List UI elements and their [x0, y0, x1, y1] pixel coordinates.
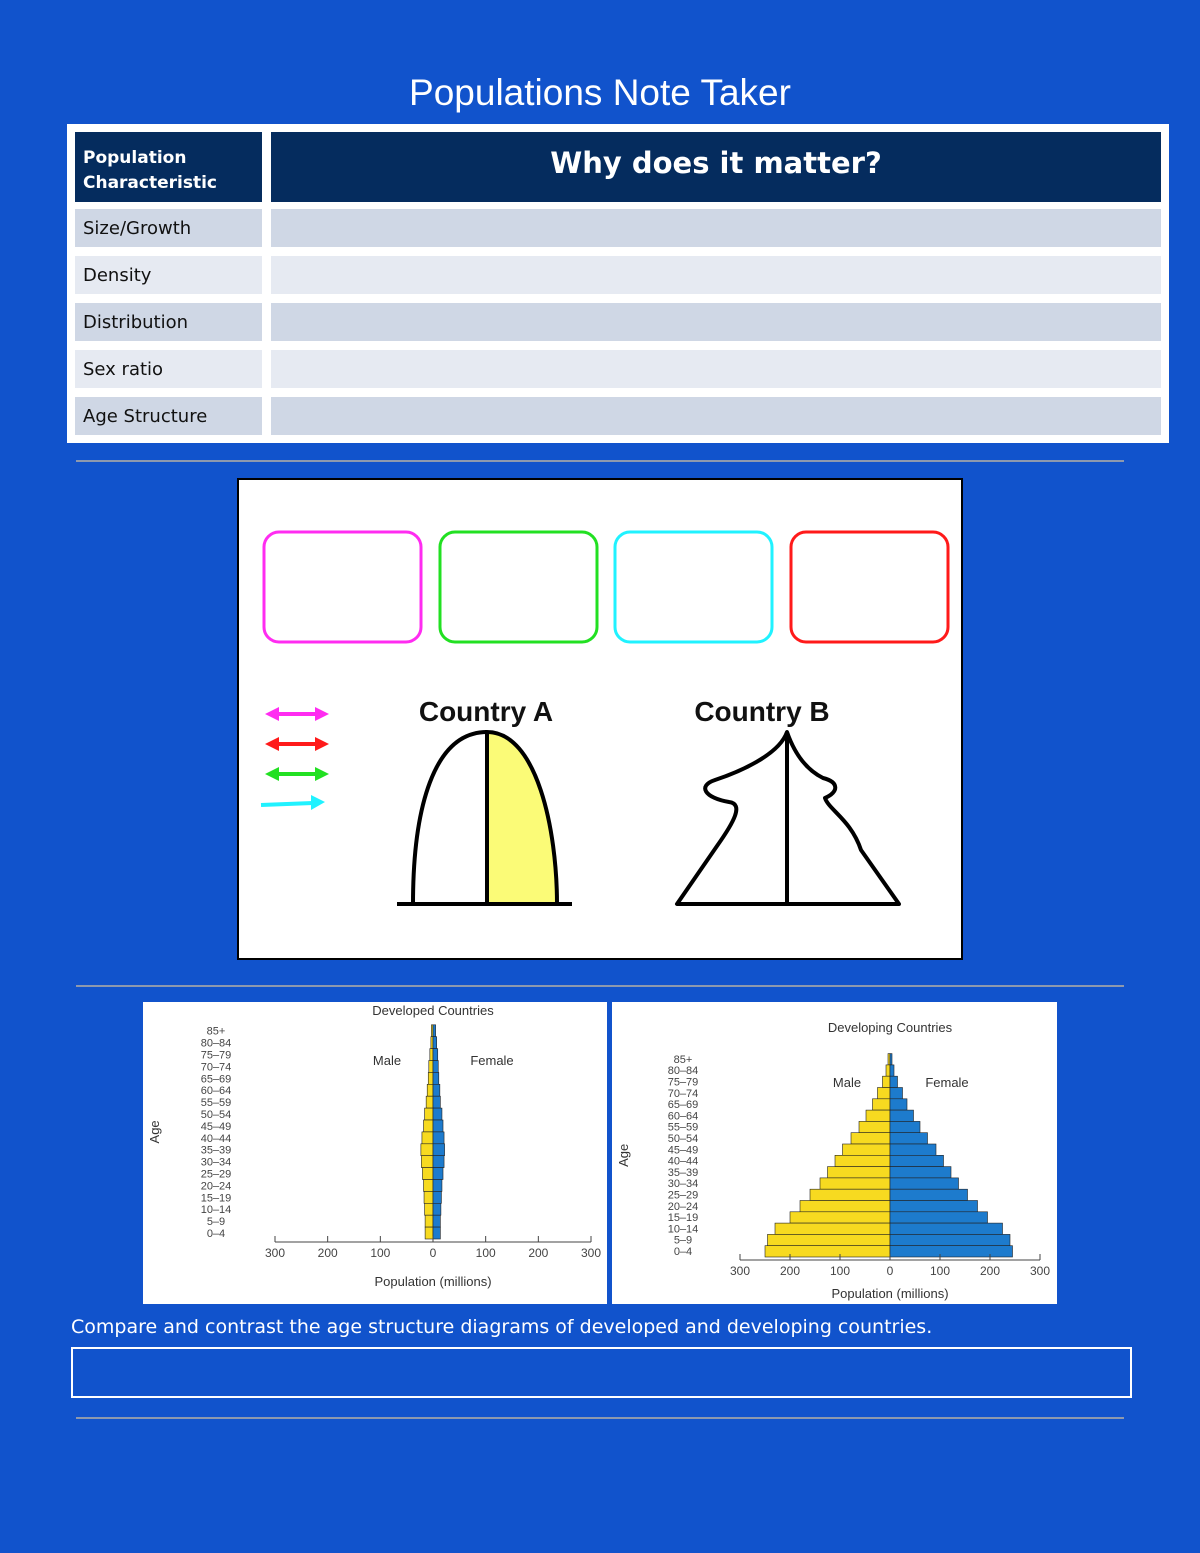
age-tick-label: 45–49 [667, 1144, 699, 1157]
male-bar [775, 1223, 890, 1234]
male-bar [851, 1133, 890, 1144]
age-tick-label: 25–29 [667, 1189, 699, 1202]
age-tick-label: 35–39 [200, 1144, 232, 1157]
age-tick-label: 85+ [673, 1053, 693, 1066]
x-tick-label: 100 [829, 1264, 851, 1278]
country-shape-diagram [237, 478, 963, 960]
age-tick-label: 50–54 [667, 1133, 699, 1145]
female-label: Female [470, 1053, 514, 1068]
characteristics-table [67, 124, 1169, 443]
female-bar [433, 1084, 440, 1096]
age-tick-label: 85+ [206, 1025, 226, 1038]
developed-pyramid-chart [143, 1002, 607, 1304]
page-title: Populations Note Taker [409, 72, 791, 113]
female-bar [433, 1061, 438, 1073]
compare-answer-field[interactable] [71, 1347, 1132, 1398]
female-bar [890, 1178, 959, 1189]
x-tick-label: 300 [1029, 1264, 1051, 1278]
male-bar [878, 1088, 891, 1099]
female-bar [890, 1076, 898, 1087]
male-bar [828, 1167, 891, 1178]
developing-pyramid-panel [612, 1002, 1057, 1304]
female-bar [433, 1144, 445, 1156]
female-bar [890, 1234, 1010, 1245]
male-bar [424, 1120, 433, 1132]
x-tick-label: 100 [475, 1246, 496, 1260]
y-axis-label: Age [616, 1143, 631, 1167]
male-bar [835, 1155, 890, 1166]
x-axis-label: Population (millions) [374, 1274, 492, 1289]
cyan-arrow-icon [261, 795, 325, 810]
magenta-label-box[interactable] [264, 532, 421, 642]
male-bar [866, 1110, 890, 1121]
column-header-characteristic: Population Characteristic [75, 132, 262, 202]
male-bar [843, 1144, 891, 1155]
age-tick-label: 5–9 [206, 1216, 226, 1229]
female-bar [433, 1227, 440, 1239]
female-bar [433, 1072, 439, 1084]
female-bar [890, 1223, 1003, 1234]
age-tick-label: 50–54 [200, 1109, 232, 1121]
female-label: Female [925, 1075, 969, 1090]
x-tick-label: 200 [528, 1246, 549, 1260]
x-tick-label: 200 [779, 1264, 801, 1278]
male-bar [425, 1215, 433, 1227]
column-header-why-matter: Why does it matter? [271, 132, 1161, 202]
male-bar [859, 1121, 890, 1132]
male-bar [421, 1144, 433, 1156]
x-tick-label: 0 [886, 1264, 894, 1278]
female-bar [433, 1191, 441, 1203]
age-tick-label: 75–79 [200, 1049, 232, 1062]
age-tick-label: 70–74 [667, 1087, 699, 1100]
developed-title: Developed Countries [372, 1003, 494, 1018]
male-bar [427, 1084, 433, 1096]
female-bar [433, 1156, 444, 1168]
male-bar [768, 1234, 891, 1245]
y-axis-label: Age [147, 1120, 162, 1144]
female-bar [890, 1110, 914, 1121]
male-label: Male [832, 1075, 862, 1090]
male-bar [429, 1061, 433, 1073]
female-bar [890, 1155, 944, 1166]
male-bar [430, 1049, 433, 1061]
male-label: Male [372, 1053, 402, 1068]
red-double-arrow-icon [265, 737, 329, 751]
x-tick-label: 200 [317, 1246, 338, 1260]
female-bar [890, 1167, 951, 1178]
age-tick-label: 15–19 [200, 1192, 232, 1205]
female-bar [890, 1088, 903, 1099]
female-bar [433, 1168, 443, 1180]
answer-cell-size-growth[interactable] [271, 209, 1161, 247]
x-tick-label: 200 [979, 1264, 1001, 1278]
male-bar [424, 1180, 433, 1192]
age-tick-label: 25–29 [200, 1168, 232, 1181]
country-b-label: Country B [694, 696, 830, 727]
male-bar [422, 1132, 433, 1144]
country-a-shape [397, 732, 572, 904]
developing-title: Developing Countries [827, 1020, 953, 1035]
male-bar [422, 1168, 433, 1180]
male-bar [883, 1076, 891, 1087]
x-tick-label: 300 [729, 1264, 751, 1278]
magenta-double-arrow-icon [265, 707, 329, 721]
age-tick-label: 40–44 [667, 1155, 699, 1168]
country-b-shape [677, 732, 899, 904]
age-tick-label: 60–64 [200, 1085, 232, 1098]
answer-cell-density[interactable] [271, 256, 1161, 294]
age-tick-label: 10–14 [667, 1223, 699, 1236]
x-tick-label: 300 [264, 1246, 286, 1260]
compare-prompt: Compare and contrast the age structure diagrams of developed and developing countries. [71, 1316, 933, 1338]
age-tick-label: 20–24 [200, 1180, 232, 1193]
green-double-arrow-icon [265, 767, 329, 781]
x-tick-label: 300 [580, 1246, 602, 1260]
male-bar [421, 1156, 433, 1168]
age-tick-label: 80–84 [667, 1065, 699, 1078]
male-bar [873, 1099, 891, 1110]
x-axis-label: Population (millions) [831, 1286, 949, 1301]
developing-pyramid-chart [612, 1002, 1057, 1304]
female-bar [433, 1120, 443, 1132]
female-bar [890, 1054, 892, 1065]
x-tick-label: 100 [929, 1264, 951, 1278]
green-label-box[interactable] [440, 532, 597, 642]
age-tick-label: 60–64 [667, 1110, 699, 1123]
age-tick-label: 65–69 [200, 1073, 232, 1086]
female-bar [890, 1121, 920, 1132]
age-tick-label: 70–74 [200, 1061, 232, 1074]
female-bar [433, 1203, 441, 1215]
row-label-distribution: Distribution [75, 303, 262, 341]
male-bar [765, 1246, 890, 1257]
age-tick-label: 0–4 [673, 1246, 693, 1258]
age-tick-label: 65–69 [667, 1099, 699, 1112]
female-bar [890, 1246, 1013, 1257]
divider [76, 1417, 1124, 1419]
row-label-density: Density [75, 256, 262, 294]
male-bar [800, 1201, 890, 1212]
male-bar [425, 1227, 433, 1239]
row-label-sex-ratio: Sex ratio [75, 350, 262, 388]
male-bar [886, 1065, 890, 1076]
female-bar [890, 1189, 968, 1200]
age-tick-label: 75–79 [667, 1076, 699, 1089]
cyan-label-box[interactable] [615, 532, 772, 642]
age-tick-label: 20–24 [667, 1200, 699, 1213]
age-tick-label: 0–4 [206, 1228, 226, 1240]
female-bar [433, 1096, 440, 1108]
red-label-box[interactable] [791, 532, 948, 642]
row-label-age-structure: Age Structure [75, 397, 262, 435]
age-tick-label: 55–59 [200, 1097, 232, 1110]
answer-cell-distribution[interactable] [271, 303, 1161, 341]
answer-cell-age-structure[interactable] [271, 397, 1161, 435]
x-tick-label: 0 [429, 1246, 437, 1260]
male-bar [810, 1189, 890, 1200]
male-bar [426, 1096, 433, 1108]
age-tick-label: 10–14 [200, 1204, 232, 1217]
male-bar [425, 1203, 433, 1215]
age-tick-label: 5–9 [673, 1234, 693, 1247]
age-tick-label: 15–19 [667, 1212, 699, 1225]
developed-pyramid-panel [143, 1002, 607, 1304]
female-bar [433, 1108, 442, 1120]
female-bar [890, 1065, 894, 1076]
male-bar [425, 1108, 433, 1120]
row-label-size-growth: Size/Growth [75, 209, 262, 247]
country-a-label: Country A [418, 696, 554, 727]
age-tick-label: 35–39 [667, 1166, 699, 1179]
female-bar [433, 1132, 444, 1144]
female-bar [433, 1215, 440, 1227]
age-tick-label: 45–49 [200, 1120, 232, 1133]
age-tick-label: 30–34 [667, 1178, 699, 1191]
answer-cell-sex-ratio[interactable] [271, 350, 1161, 388]
female-bar [433, 1180, 442, 1192]
female-bar [890, 1099, 907, 1110]
female-bar [890, 1144, 936, 1155]
male-bar [424, 1191, 433, 1203]
female-bar [890, 1133, 928, 1144]
male-bar [431, 1037, 433, 1049]
male-bar [820, 1178, 890, 1189]
age-tick-label: 30–34 [200, 1156, 232, 1169]
female-bar [890, 1212, 988, 1223]
female-bar [433, 1037, 437, 1049]
divider [76, 460, 1124, 462]
age-tick-label: 80–84 [200, 1037, 232, 1050]
x-tick-label: 100 [370, 1246, 391, 1260]
age-tick-label: 40–44 [200, 1132, 232, 1145]
female-bar [890, 1201, 978, 1212]
male-bar [428, 1072, 433, 1084]
female-bar [433, 1025, 436, 1037]
age-tick-label: 55–59 [667, 1121, 699, 1134]
divider [76, 985, 1124, 987]
female-bar [433, 1049, 438, 1061]
male-bar [790, 1212, 890, 1223]
